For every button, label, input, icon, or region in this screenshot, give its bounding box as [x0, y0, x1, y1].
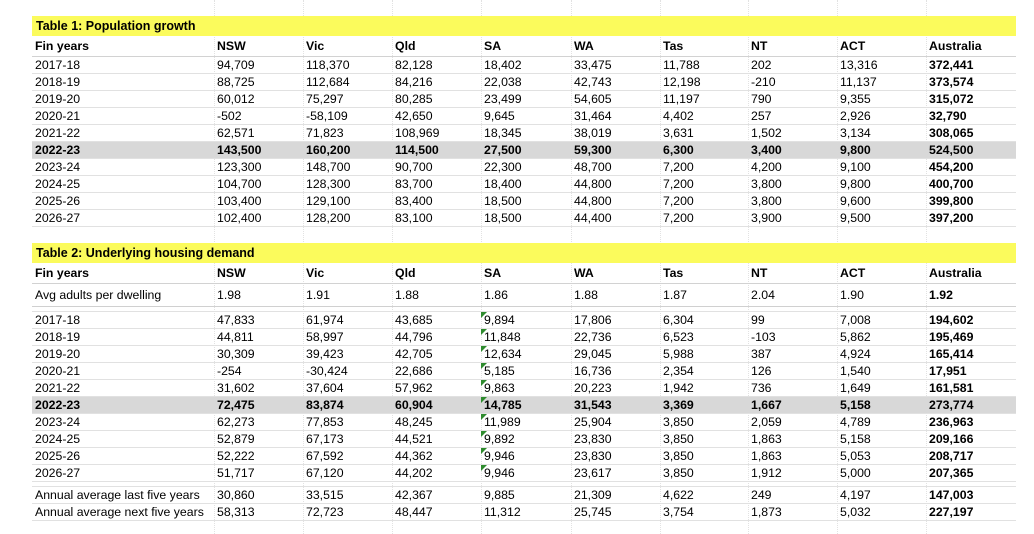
value-cell[interactable]: 42,705	[392, 346, 481, 363]
value-cell[interactable]: 47,833	[214, 312, 303, 329]
value-cell[interactable]: 23,617	[571, 465, 660, 482]
table-row	[32, 74, 1016, 91]
value-cell[interactable]: 44,811	[214, 329, 303, 346]
value-cell[interactable]: 9,892	[481, 431, 571, 448]
value-cell[interactable]: 3,850	[660, 414, 748, 431]
value-cell[interactable]: 9,800	[837, 142, 926, 159]
value-cell[interactable]: -254	[214, 363, 303, 380]
value-cell[interactable]: 102,400	[214, 210, 303, 227]
value-cell[interactable]: 194,602	[926, 312, 1016, 329]
value-cell[interactable]: 1,942	[660, 380, 748, 397]
value-cell[interactable]: 257	[748, 108, 837, 125]
value-cell[interactable]: 44,800	[571, 193, 660, 210]
value-cell[interactable]: 372,441	[926, 57, 1016, 74]
column-header[interactable]: Qld	[392, 36, 481, 57]
year-cell[interactable]: 2026-27	[32, 465, 214, 482]
value-cell[interactable]: 80,285	[392, 91, 481, 108]
value-cell[interactable]: 83,874	[303, 397, 392, 414]
value-cell[interactable]: 29,045	[571, 346, 660, 363]
value-cell[interactable]: 42,743	[571, 74, 660, 91]
table-row	[32, 176, 1016, 193]
value-cell[interactable]: 4,622	[660, 487, 748, 504]
value-cell[interactable]: 1.87	[660, 284, 748, 307]
table-row	[32, 397, 1016, 414]
value-cell[interactable]: 5,862	[837, 329, 926, 346]
value-cell[interactable]: 5,158	[837, 397, 926, 414]
year-cell[interactable]: 2020-21	[32, 363, 214, 380]
value-cell[interactable]: 9,100	[837, 159, 926, 176]
header-row	[32, 36, 1016, 57]
table-row	[32, 363, 1016, 380]
value-cell[interactable]: 1,667	[748, 397, 837, 414]
value-cell[interactable]: 1.98	[214, 284, 303, 307]
column-header[interactable]: Fin years	[32, 36, 214, 57]
table-row	[32, 380, 1016, 397]
table2-grid	[32, 263, 1016, 521]
value-cell[interactable]: 195,469	[926, 329, 1016, 346]
value-cell[interactable]: 2,059	[748, 414, 837, 431]
value-cell[interactable]: 22,736	[571, 329, 660, 346]
value-cell[interactable]: 84,216	[392, 74, 481, 91]
value-cell[interactable]: 736	[748, 380, 837, 397]
value-cell[interactable]: 22,686	[392, 363, 481, 380]
value-cell[interactable]: 67,173	[303, 431, 392, 448]
value-cell[interactable]: 126	[748, 363, 837, 380]
row-label[interactable]: Annual average next five years	[32, 504, 214, 521]
value-cell[interactable]: 790	[748, 91, 837, 108]
value-cell[interactable]: 5,988	[660, 346, 748, 363]
value-cell[interactable]: 3,800	[748, 193, 837, 210]
column-header[interactable]: Qld	[392, 263, 481, 284]
value-cell[interactable]: 11,788	[660, 57, 748, 74]
value-cell[interactable]: 18,400	[481, 176, 571, 193]
value-cell[interactable]: 25,904	[571, 414, 660, 431]
value-cell[interactable]: 23,499	[481, 91, 571, 108]
value-cell[interactable]: 129,100	[303, 193, 392, 210]
value-cell[interactable]: 30,860	[214, 487, 303, 504]
value-cell[interactable]: 5,158	[837, 431, 926, 448]
value-cell[interactable]: 236,963	[926, 414, 1016, 431]
table-row	[32, 57, 1016, 74]
value-cell[interactable]: 7,008	[837, 312, 926, 329]
value-cell[interactable]: 75,297	[303, 91, 392, 108]
value-cell[interactable]: 30,309	[214, 346, 303, 363]
value-cell[interactable]: 58,997	[303, 329, 392, 346]
value-cell[interactable]: 71,823	[303, 125, 392, 142]
column-header[interactable]: Fin years	[32, 263, 214, 284]
value-cell[interactable]: 1,912	[748, 465, 837, 482]
value-cell[interactable]: 38,019	[571, 125, 660, 142]
value-cell[interactable]: 9,355	[837, 91, 926, 108]
value-cell[interactable]: 12,634	[481, 346, 571, 363]
value-cell[interactable]: 1,502	[748, 125, 837, 142]
value-cell[interactable]: 9,645	[481, 108, 571, 125]
summary-row	[32, 487, 1016, 504]
value-cell[interactable]: 128,300	[303, 176, 392, 193]
value-cell[interactable]: 11,989	[481, 414, 571, 431]
value-cell[interactable]: 42,367	[392, 487, 481, 504]
year-cell[interactable]: 2019-20	[32, 91, 214, 108]
value-cell[interactable]: 9,894	[481, 312, 571, 329]
value-cell[interactable]: 7,200	[660, 159, 748, 176]
value-cell[interactable]: 202	[748, 57, 837, 74]
value-cell[interactable]: 5,185	[481, 363, 571, 380]
value-cell[interactable]: 57,962	[392, 380, 481, 397]
value-cell[interactable]: 27,500	[481, 142, 571, 159]
value-cell[interactable]: 83,100	[392, 210, 481, 227]
column-header[interactable]: Australia	[926, 36, 1016, 57]
value-cell[interactable]: 17,951	[926, 363, 1016, 380]
value-cell[interactable]: 62,273	[214, 414, 303, 431]
table-row	[32, 193, 1016, 210]
value-cell[interactable]: 18,500	[481, 193, 571, 210]
table-row	[32, 142, 1016, 159]
table-row	[32, 414, 1016, 431]
value-cell[interactable]: 31,464	[571, 108, 660, 125]
value-cell[interactable]: 1.90	[837, 284, 926, 307]
year-cell[interactable]: 2026-27	[32, 210, 214, 227]
value-cell[interactable]: 9,500	[837, 210, 926, 227]
value-cell[interactable]: 1,649	[837, 380, 926, 397]
value-cell[interactable]: 44,521	[392, 431, 481, 448]
value-cell[interactable]: 454,200	[926, 159, 1016, 176]
value-cell[interactable]: 9,885	[481, 487, 571, 504]
value-cell[interactable]: 4,402	[660, 108, 748, 125]
value-cell[interactable]: 373,574	[926, 74, 1016, 91]
value-cell[interactable]: 3,631	[660, 125, 748, 142]
column-header[interactable]: NSW	[214, 263, 303, 284]
value-cell[interactable]: 4,924	[837, 346, 926, 363]
value-cell[interactable]: 7,200	[660, 176, 748, 193]
value-cell[interactable]: 67,120	[303, 465, 392, 482]
value-cell[interactable]: 99	[748, 312, 837, 329]
column-header[interactable]: ACT	[837, 36, 926, 57]
value-cell[interactable]: 3,850	[660, 448, 748, 465]
avg-adults-row	[32, 284, 1016, 307]
value-cell[interactable]: 11,197	[660, 91, 748, 108]
value-cell[interactable]: 61,974	[303, 312, 392, 329]
table-row	[32, 431, 1016, 448]
value-cell[interactable]: 31,602	[214, 380, 303, 397]
value-cell[interactable]: 2.04	[748, 284, 837, 307]
value-cell[interactable]: 6,300	[660, 142, 748, 159]
value-cell[interactable]: 6,304	[660, 312, 748, 329]
value-cell[interactable]: -58,109	[303, 108, 392, 125]
value-cell[interactable]: 22,300	[481, 159, 571, 176]
value-cell[interactable]: 72,475	[214, 397, 303, 414]
value-cell[interactable]: 165,414	[926, 346, 1016, 363]
value-cell[interactable]: 3,850	[660, 465, 748, 482]
value-cell[interactable]: 3,800	[748, 176, 837, 193]
year-cell[interactable]: 2023-24	[32, 414, 214, 431]
value-cell[interactable]: 60,904	[392, 397, 481, 414]
value-cell[interactable]: 1,540	[837, 363, 926, 380]
column-header[interactable]: SA	[481, 36, 571, 57]
value-cell[interactable]: 209,166	[926, 431, 1016, 448]
value-cell[interactable]: 9,863	[481, 380, 571, 397]
value-cell[interactable]: 5,053	[837, 448, 926, 465]
value-cell[interactable]: -210	[748, 74, 837, 91]
value-cell[interactable]: 5,032	[837, 504, 926, 521]
year-cell[interactable]: 2019-20	[32, 346, 214, 363]
value-cell[interactable]: 44,796	[392, 329, 481, 346]
table-row	[32, 346, 1016, 363]
year-cell[interactable]: 2024-25	[32, 431, 214, 448]
header-row	[32, 263, 1016, 284]
value-cell[interactable]: 12,198	[660, 74, 748, 91]
table-row	[32, 448, 1016, 465]
value-cell[interactable]: 60,012	[214, 91, 303, 108]
column-header[interactable]: WA	[571, 36, 660, 57]
value-cell[interactable]: 72,723	[303, 504, 392, 521]
year-cell[interactable]: 2021-22	[32, 380, 214, 397]
value-cell[interactable]: 18,402	[481, 57, 571, 74]
value-cell[interactable]: 108,969	[392, 125, 481, 142]
value-cell[interactable]: 94,709	[214, 57, 303, 74]
value-cell[interactable]: 33,475	[571, 57, 660, 74]
value-cell[interactable]: 54,605	[571, 91, 660, 108]
value-cell[interactable]: 3,754	[660, 504, 748, 521]
value-cell[interactable]: 23,830	[571, 431, 660, 448]
value-cell[interactable]: 207,365	[926, 465, 1016, 482]
value-cell[interactable]: 387	[748, 346, 837, 363]
value-cell[interactable]: 44,400	[571, 210, 660, 227]
value-cell[interactable]: 7,200	[660, 210, 748, 227]
value-cell[interactable]: 112,684	[303, 74, 392, 91]
value-cell[interactable]: 82,128	[392, 57, 481, 74]
value-cell[interactable]: 11,848	[481, 329, 571, 346]
value-cell[interactable]: 31,543	[571, 397, 660, 414]
value-cell[interactable]: 160,200	[303, 142, 392, 159]
row-label[interactable]: Avg adults per dwelling	[32, 284, 214, 307]
value-cell[interactable]: 20,223	[571, 380, 660, 397]
value-cell[interactable]: 1,873	[748, 504, 837, 521]
table1-title[interactable]: Table 1: Population growth	[32, 16, 1016, 36]
year-cell[interactable]: 2017-18	[32, 312, 214, 329]
value-cell[interactable]: 48,245	[392, 414, 481, 431]
value-cell[interactable]: 44,362	[392, 448, 481, 465]
value-cell[interactable]: 11,312	[481, 504, 571, 521]
value-cell[interactable]: 123,300	[214, 159, 303, 176]
table-row	[32, 465, 1016, 482]
value-cell[interactable]: 9,946	[481, 465, 571, 482]
value-cell[interactable]: 23,830	[571, 448, 660, 465]
table-row	[32, 312, 1016, 329]
value-cell[interactable]: 2,926	[837, 108, 926, 125]
value-cell[interactable]: 43,685	[392, 312, 481, 329]
value-cell[interactable]: 48,700	[571, 159, 660, 176]
value-cell[interactable]: 18,345	[481, 125, 571, 142]
table-row	[32, 108, 1016, 125]
value-cell[interactable]: 13,316	[837, 57, 926, 74]
value-cell[interactable]: 5,000	[837, 465, 926, 482]
value-cell[interactable]: 9,600	[837, 193, 926, 210]
value-cell[interactable]: 39,423	[303, 346, 392, 363]
year-cell[interactable]: 2021-22	[32, 125, 214, 142]
year-cell[interactable]: 2022-23	[32, 397, 214, 414]
value-cell[interactable]: 51,717	[214, 465, 303, 482]
value-cell[interactable]: 2,354	[660, 363, 748, 380]
value-cell[interactable]: 42,650	[392, 108, 481, 125]
value-cell[interactable]: 11,137	[837, 74, 926, 91]
value-cell[interactable]: 9,800	[837, 176, 926, 193]
value-cell[interactable]: 33,515	[303, 487, 392, 504]
value-cell[interactable]: 7,200	[660, 193, 748, 210]
value-cell[interactable]: 315,072	[926, 91, 1016, 108]
value-cell[interactable]: -30,424	[303, 363, 392, 380]
value-cell[interactable]: 3,369	[660, 397, 748, 414]
value-cell[interactable]: 3,850	[660, 431, 748, 448]
column-header[interactable]: WA	[571, 263, 660, 284]
value-cell[interactable]: 9,946	[481, 448, 571, 465]
table1-grid	[32, 36, 1016, 227]
value-cell[interactable]: 14,785	[481, 397, 571, 414]
value-cell[interactable]: 18,500	[481, 210, 571, 227]
value-cell[interactable]: 1.86	[481, 284, 571, 307]
value-cell[interactable]: 4,200	[748, 159, 837, 176]
summary-row	[32, 504, 1016, 521]
value-cell[interactable]: 148,700	[303, 159, 392, 176]
table-row	[32, 210, 1016, 227]
value-cell[interactable]: 4,789	[837, 414, 926, 431]
value-cell[interactable]: 1,863	[748, 448, 837, 465]
value-cell[interactable]: 161,581	[926, 380, 1016, 397]
value-cell[interactable]: 16,736	[571, 363, 660, 380]
value-cell[interactable]: 1.91	[303, 284, 392, 307]
value-cell[interactable]: 21,309	[571, 487, 660, 504]
value-cell[interactable]: 44,202	[392, 465, 481, 482]
value-cell[interactable]: 1.92	[926, 284, 1016, 307]
value-cell[interactable]: 3,400	[748, 142, 837, 159]
year-cell[interactable]: 2020-21	[32, 108, 214, 125]
value-cell[interactable]: 273,774	[926, 397, 1016, 414]
column-header[interactable]: Tas	[660, 263, 748, 284]
column-header[interactable]: SA	[481, 263, 571, 284]
table-row	[32, 125, 1016, 142]
value-cell[interactable]: 3,900	[748, 210, 837, 227]
value-cell[interactable]: 147,003	[926, 487, 1016, 504]
value-cell[interactable]: 208,717	[926, 448, 1016, 465]
value-cell[interactable]: -103	[748, 329, 837, 346]
value-cell[interactable]: 48,447	[392, 504, 481, 521]
value-cell[interactable]: 83,700	[392, 176, 481, 193]
population-growth-table	[32, 16, 1016, 227]
value-cell[interactable]: 32,790	[926, 108, 1016, 125]
value-cell[interactable]: 1.88	[392, 284, 481, 307]
value-cell[interactable]: 17,806	[571, 312, 660, 329]
value-cell[interactable]: 77,853	[303, 414, 392, 431]
value-cell[interactable]: 118,370	[303, 57, 392, 74]
table-row	[32, 91, 1016, 108]
value-cell[interactable]: 249	[748, 487, 837, 504]
value-cell[interactable]: 114,500	[392, 142, 481, 159]
year-cell[interactable]: 2023-24	[32, 159, 214, 176]
value-cell[interactable]: 58,313	[214, 504, 303, 521]
value-cell[interactable]: 83,400	[392, 193, 481, 210]
row-label[interactable]: Annual average last five years	[32, 487, 214, 504]
value-cell[interactable]: 397,200	[926, 210, 1016, 227]
table-row	[32, 159, 1016, 176]
year-cell[interactable]: 2025-26	[32, 448, 214, 465]
year-cell[interactable]: 2022-23	[32, 142, 214, 159]
value-cell[interactable]: 6,523	[660, 329, 748, 346]
housing-demand-table	[32, 243, 1016, 521]
value-cell[interactable]: 104,700	[214, 176, 303, 193]
value-cell[interactable]: 62,571	[214, 125, 303, 142]
year-cell[interactable]: 2018-19	[32, 74, 214, 91]
year-cell[interactable]: 2018-19	[32, 329, 214, 346]
value-cell[interactable]: 3,134	[837, 125, 926, 142]
value-cell[interactable]: 524,500	[926, 142, 1016, 159]
value-cell[interactable]: 22,038	[481, 74, 571, 91]
table2-title[interactable]: Table 2: Underlying housing demand	[32, 243, 1016, 263]
column-header[interactable]: Vic	[303, 36, 392, 57]
year-cell[interactable]: 2024-25	[32, 176, 214, 193]
value-cell[interactable]: 399,800	[926, 193, 1016, 210]
value-cell[interactable]: 37,604	[303, 380, 392, 397]
value-cell[interactable]: -502	[214, 108, 303, 125]
value-cell[interactable]: 44,800	[571, 176, 660, 193]
value-cell[interactable]: 103,400	[214, 193, 303, 210]
value-cell[interactable]: 227,197	[926, 504, 1016, 521]
value-cell[interactable]: 4,197	[837, 487, 926, 504]
value-cell[interactable]: 52,879	[214, 431, 303, 448]
value-cell[interactable]: 1.88	[571, 284, 660, 307]
value-cell[interactable]: 1,863	[748, 431, 837, 448]
column-header[interactable]: NT	[748, 36, 837, 57]
value-cell[interactable]: 52,222	[214, 448, 303, 465]
column-header[interactable]: Australia	[926, 263, 1016, 284]
value-cell[interactable]: 308,065	[926, 125, 1016, 142]
year-cell[interactable]: 2017-18	[32, 57, 214, 74]
value-cell[interactable]: 59,300	[571, 142, 660, 159]
column-header[interactable]: Tas	[660, 36, 748, 57]
value-cell[interactable]: 88,725	[214, 74, 303, 91]
column-header[interactable]: Vic	[303, 263, 392, 284]
column-header[interactable]: ACT	[837, 263, 926, 284]
column-header[interactable]: NT	[748, 263, 837, 284]
value-cell[interactable]: 25,745	[571, 504, 660, 521]
table-row	[32, 329, 1016, 346]
column-header[interactable]: NSW	[214, 36, 303, 57]
year-cell[interactable]: 2025-26	[32, 193, 214, 210]
value-cell[interactable]: 400,700	[926, 176, 1016, 193]
value-cell[interactable]: 67,592	[303, 448, 392, 465]
value-cell[interactable]: 128,200	[303, 210, 392, 227]
value-cell[interactable]: 143,500	[214, 142, 303, 159]
value-cell[interactable]: 90,700	[392, 159, 481, 176]
